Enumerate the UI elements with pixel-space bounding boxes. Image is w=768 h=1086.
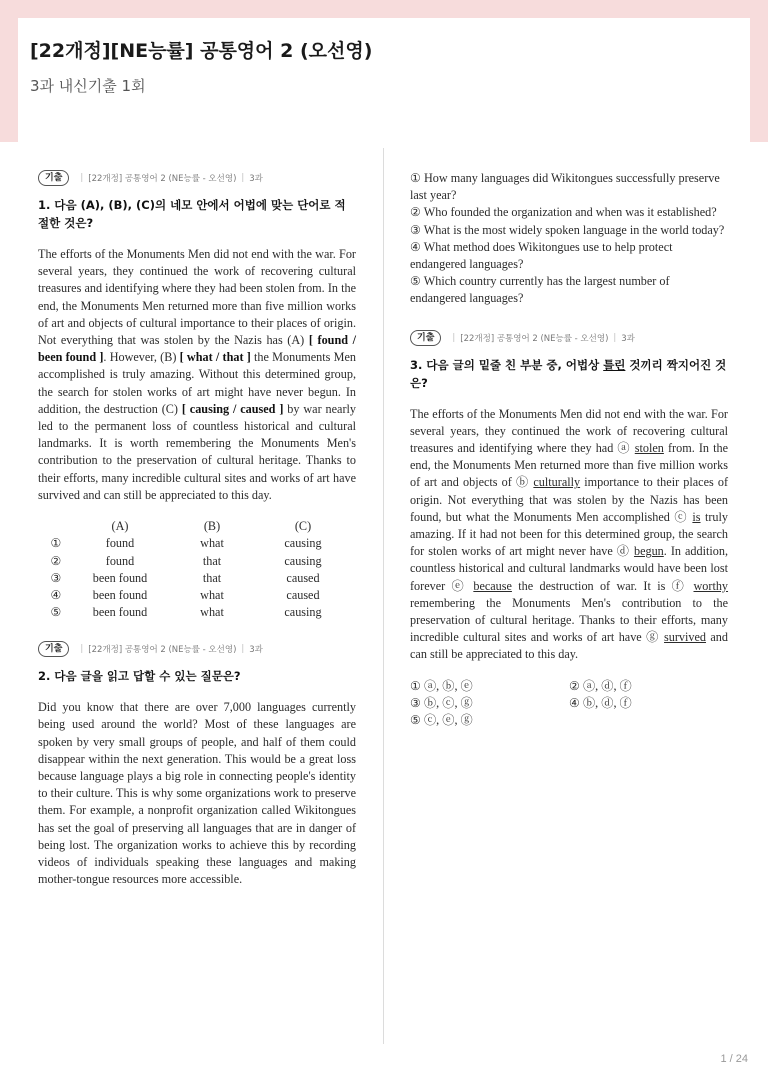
source-text: [22개정] 공통영어 2 (NE능률 - 오선영): [88, 645, 237, 656]
choice-row[interactable]: ③ been found that caused: [50, 570, 320, 585]
lesson-text: 3과: [249, 174, 263, 184]
choice-row[interactable]: ④ been found what caused: [50, 587, 320, 602]
source-badge: 기출: [410, 330, 441, 346]
marker-a: ⓐ: [617, 441, 631, 456]
option-item[interactable]: ③ ⓑ, ⓒ, ⓖ: [410, 695, 473, 710]
underlined-g: survived: [664, 630, 707, 645]
choice-header-row: (A) (B) (C): [111, 519, 312, 534]
underlined-f: worthy: [693, 578, 729, 593]
box-c: [ causing / caused ]: [181, 401, 284, 416]
question-1-title: 1. 다음 (A), (B), (C)의 네모 안에서 어법에 맞는 단어로 적절한 것은?: [38, 198, 346, 230]
marker-e: ⓔ: [451, 578, 467, 593]
option-item[interactable]: ② Who founded the organization and when was it established?: [410, 205, 717, 220]
column-divider: [383, 148, 384, 1044]
choice-row[interactable]: ② found that causing: [50, 553, 322, 568]
left-column: [38, 170, 356, 888]
question-meta: 기출 | [22개정] 공통영어 2 (NE능률 - 오선영) | 3과: [410, 330, 728, 346]
wrong-emphasis: 틀린: [603, 357, 626, 372]
option-item[interactable]: ⑤ Which country currently has the largest number of endangered languages?: [410, 274, 670, 306]
question-meta: 기출 | [22개정] 공통영어 2 (NE능률 - 오선영) | 3과: [38, 170, 356, 186]
box-a: [ found / been found ]: [38, 333, 356, 365]
lesson-text: 3과: [249, 645, 263, 656]
question-1-choice-table: [38, 518, 348, 621]
underlined-b: culturally: [533, 475, 581, 490]
lesson-text: 3과: [621, 333, 635, 344]
marker-d: ⓓ: [616, 544, 630, 559]
question-1-passage: The efforts of the Monuments Men did not end with the war. For several years, they continued the work of recovering cultural treasures and identifying where they had been stolen from. In the end, the Monuments Men returned more than five million works of art and objects of cultural importance to their places of origin. Not everything that was stolen by the Nazis has (A) [ found / been found ]. However, (B) [ what / that ] the Monuments Men accomplished is truly amazing. Without this determined group, the search for stolen works of art might have never begun. In addition, the destruction (C) [ causing / caused ] by war nearly led to the permanent loss of countless historical and cultural landmarks. It is worth remembering the Monuments Men's contribution to the preservation of cultural heritage. Thanks to their efforts, many incredible cultural sites and works of art have survived and can still be appreciated to this day.: [38, 247, 356, 502]
question-2-options: [410, 170, 728, 308]
question-2-title: 2. 다음 글을 읽고 답할 수 있는 질문은?: [38, 669, 241, 684]
option-item[interactable]: ④ ⓑ, ⓓ, ⓕ: [569, 695, 632, 710]
marker-c: ⓒ: [674, 509, 688, 524]
source-badge: 기출: [38, 641, 69, 657]
document-title: [22개정][NE능률] 공통영어 2 (오선영): [30, 40, 373, 62]
page-number: 1 / 24: [720, 1053, 748, 1065]
option-item[interactable]: ② ⓐ, ⓓ, ⓕ: [569, 678, 632, 693]
source-text: [22개정] 공통영어 2 (NE능률 - 오선영): [460, 333, 609, 344]
option-item[interactable]: ④ What method does Wikitongues use to help protect endangered languages?: [410, 239, 673, 272]
source-text: [22개정] 공통영어 2 (NE능률 - 오선영): [88, 174, 237, 184]
option-item[interactable]: ⑤ ⓒ, ⓔ, ⓖ: [410, 713, 473, 728]
choice-row[interactable]: ① found what causing: [50, 536, 322, 551]
marker-f: ⓕ: [671, 578, 688, 593]
choice-row[interactable]: ⑤ been found what causing: [50, 605, 322, 620]
marker-b: ⓑ: [515, 475, 530, 490]
question-2-passage: Did you know that there are over 7,000 languages currently being used around the world? Most of these languages are spoken by very small groups of people, and half of them could disappear within the next generation. This would be a great loss because language plays a big role in connecting people's identity to their culture. This is why some organizations work to preserve them. For example, a nonprofit organization called Wikitongues has set the goal of preserving all languages that are in danger of being lost. The organization works to achieve this by recording videos of individuals speaking these languages and making mother-tongue resources more accessible.: [38, 700, 356, 887]
underlined-e: because: [473, 578, 512, 593]
source-badge: 기출: [38, 170, 69, 186]
question-3-passage: The efforts of the Monuments Men did not end with the war. For several years, they continued the work of recovering cultural treasures and identifying where they had ⓐ stolen from. In the end, the Monuments Men returned more than five million works of art and objects of ⓑ culturally importance to their places of origin. Not everything that was stolen by the Nazis has been found, but what the Monuments Men accomplished ⓒ is truly amazing. If it had not been for this determined group, the search for stolen works of art might never have ⓓ begun. In addition, countless historical and cultural landmarks would have been lost forever ⓔ because the destruction of war. It is ⓕ worthy remembering the Monuments Men's contribution to the preservation of cultural heritage. Thanks to their efforts, many incredible cultural sites and works of art have ⓖ survived and can still be appreciated to this day.: [410, 406, 729, 662]
underlined-a: stolen: [634, 441, 664, 456]
question-3-title: 3. 다음 글의 밑줄 친 부분 중, 어법상 틀린 것끼리 짝지어진 것은?: [410, 357, 727, 390]
underlined-d: begun: [633, 544, 664, 559]
marker-g: ⓖ: [646, 630, 660, 645]
option-item[interactable]: ③ What is the most widely spoken language in the world today?: [410, 222, 725, 237]
underlined-c: is: [692, 509, 701, 524]
right-column: [410, 170, 728, 729]
box-b: [ what / that ]: [179, 350, 251, 365]
option-item[interactable]: ① How many languages did Wikitongues successfully preserve last year?: [410, 171, 720, 203]
document-subtitle: 3과 내신기출 1회: [30, 77, 146, 95]
option-item[interactable]: ① ⓐ, ⓑ, ⓔ: [410, 678, 473, 693]
question-meta: 기출 | [22개정] 공통영어 2 (NE능률 - 오선영) | 3과: [38, 641, 356, 657]
question-3-options: [410, 678, 728, 730]
